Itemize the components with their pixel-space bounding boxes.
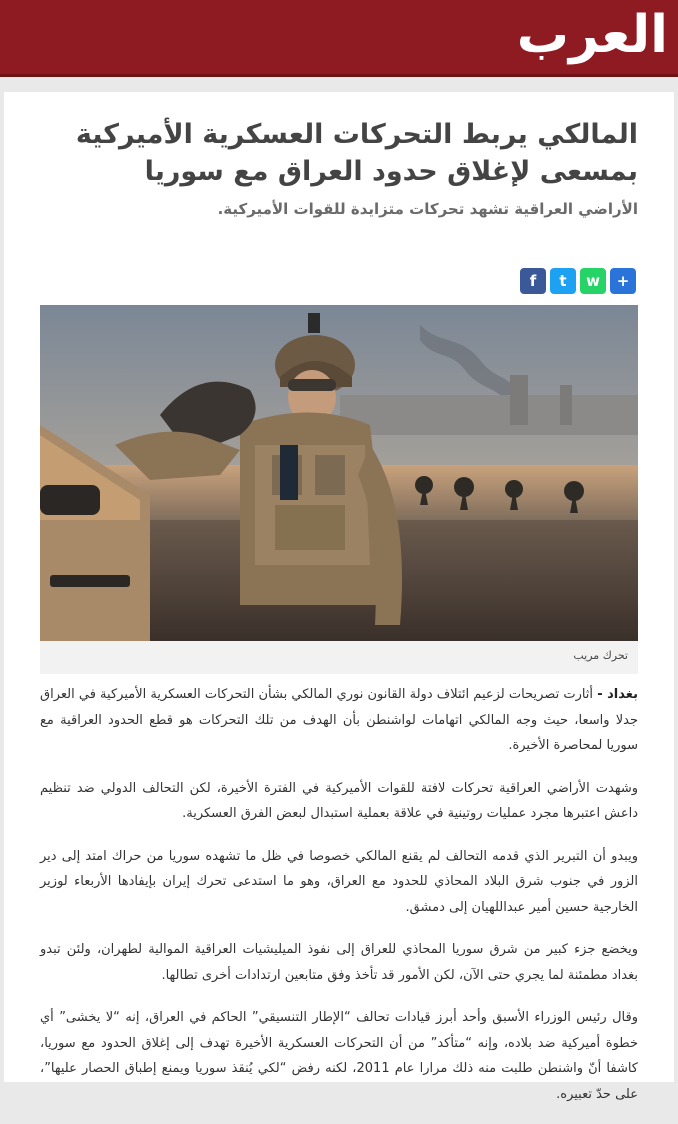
soldier-photo-illustration — [40, 305, 638, 641]
paragraph-4: ويخضع جزء كبير من شرق سوريا المحاذي للعراق إلى نفوذ الميليشيات العراقية الموالية لطهران، ولئن تبدو بغداد مطمئنة لما يجري حتى الآن، لكن الأمور قد تأخذ وفق متابعين ارتدادات أخرى تطالها. — [40, 942, 638, 983]
twitter-share-icon[interactable]: t — [550, 268, 576, 294]
paragraph-5: وقال رئيس الوزراء الأسبق وأحد أبرز قيادات تحالف “الإطار التنسيقي” الحاكم في العراق، إنه “لا يخشى” أي خطوة أميركية ضد بلاده، وإنه “متأكد” من أن التحركات العسكرية الأخيرة تهدف إلى إغلاق الحدود مع سوريا، كاشفا أنّ واشنطن طلبت منه ذلك مرارا عام 2011، لكنه رفض “لكي يُنقذ سوريا ويمنع إطباق الحصار عليها”، على حدّ تعبيره. — [40, 1010, 638, 1102]
paragraph-2: وشهدت الأراضي العراقية تحركات لافتة للقوات الأميركية في الفترة الأخيرة، لكن التحالف الدولي ضد تنظيم داعش اعتبرها مجرد عمليات روتينية في علاقة بعملية استبدال لبعض الفرق العسكرية. — [40, 780, 638, 821]
dateline: بغداد - — [597, 687, 638, 702]
paragraph-text: أثارت تصريحات لزعيم ائتلاف دولة القانون نوري المالكي بشأن التحركات العسكرية الأميركية في العراق جدلا واسعا، حيث وجه المالكي اتهامات لواشنطن بأن الهدف من تلك التحركات هو قطع الحدود العراقية مع سوريا لمحاصرة الأخيرة. — [40, 687, 638, 753]
share-bar — [520, 268, 636, 294]
article-photo — [40, 305, 638, 641]
article-card — [4, 92, 674, 1102]
whatsapp-share-icon[interactable]: w — [580, 268, 606, 294]
article-body — [40, 682, 638, 1124]
article-subtitle: الأراضي العراقية تشهد تحركات متزايدة للقوات الأميركية. — [217, 200, 638, 218]
caption-bar — [40, 641, 638, 674]
share-plus-icon[interactable]: + — [610, 268, 636, 294]
site-logo[interactable]: العرب — [516, 5, 668, 65]
paragraph-1 — [40, 682, 638, 759]
paragraph-3: ويبدو أن التبرير الذي قدمه التحالف لم يقنع المالكي خصوصا في ظل ما تشهده سوريا من حراك امتد إلى دير الزور في جنوب شرق البلاد المحاذي للحدود مع العراق، وهو ما استدعى تحرك إيران بإيفادها الأربعاء لوزير الخارجية حسين أمير عبداللهيان إلى دمشق. — [40, 848, 638, 915]
facebook-share-icon[interactable]: f — [520, 268, 546, 294]
image-caption: تحرك مريب — [573, 649, 628, 662]
site-header — [0, 0, 678, 77]
article-title: المالكي يربط التحركات العسكرية الأميركية بمسعى لإغلاق حدود العراق مع سوريا — [75, 119, 638, 187]
